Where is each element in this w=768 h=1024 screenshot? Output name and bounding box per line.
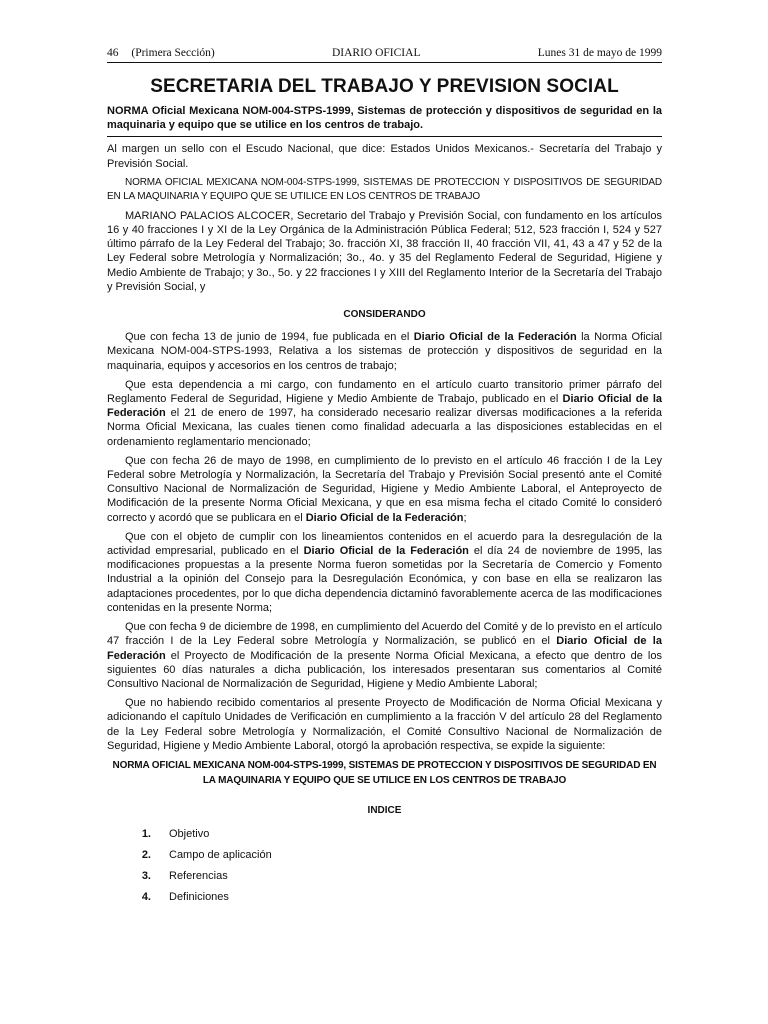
seal-paragraph: Al margen un sello con el Escudo Nacional, que dice: Estados Unidos Mexicanos.- Secretaría del Trabajo y Previsión Social. xyxy=(107,143,662,170)
norma-title: NORMA Oficial Mexicana NOM-004-STPS-1999, Sistemas de protección y dispositivos de seguridad en la maquinaria y equipo que se utilice en los centros de trabajo. xyxy=(107,104,662,137)
text-run: Que con el objeto de cumplir con los lineamientos contenidos en el acuerdo para la desregulación de la actividad empresarial, publicado en el xyxy=(107,530,662,558)
text-run: Que con fecha 9 de diciembre de 1998, en cumplimiento del Acuerdo del Comité y de lo previsto en el artículo 47 fracción I de la Ley Federal sobre Metrología y Normalización, se publicó en el xyxy=(107,621,662,648)
section-label: (Primera Sección) xyxy=(131,47,215,59)
index-item xyxy=(107,824,662,845)
text-run: la Norma Oficial Mexicana NOM-004-STPS-1993, Relativa a los sistemas de protección y dispositivos de seguridad en la maquinaria, equipos y accesorios en los centros de trabajo; xyxy=(107,331,663,372)
page-header xyxy=(107,44,662,63)
considerando-paragraph-4 xyxy=(107,530,662,615)
text-run: ; xyxy=(463,511,467,524)
index-number: 1. xyxy=(141,828,151,841)
dof-reference: Diario Oficial de la Federación xyxy=(413,331,577,344)
considerando-paragraph-6: Que no habiendo recibido comentarios al presente Proyecto de Modificación de Norma Oficial Mexicana y adicionando el capítulo Unidades de Verificación en cumplimiento a la fracción V del artículo 28 del Reglamento de la Ley Federal sobre Metrología y Normalización, el Comité Consultivo Nacional de Normalización de Seguridad, Higiene y Medio Ambiente Laboral, otorgó la aprobación respectiva, se expide la siguiente: xyxy=(107,697,662,752)
considerando-paragraph-2 xyxy=(107,378,662,449)
index-label: Referencias xyxy=(169,870,228,883)
index-number: 3. xyxy=(141,870,151,883)
text-run: Que con fecha 13 de junio de 1994, fue publicada en el xyxy=(125,331,414,344)
indice-heading: INDICE xyxy=(367,804,402,816)
publication-date: Lunes 31 de mayo de 1999 xyxy=(537,47,662,59)
considerando-paragraph-5 xyxy=(107,620,662,691)
index-number: 4. xyxy=(141,891,151,904)
index-item xyxy=(107,887,662,908)
document-page xyxy=(107,44,662,908)
index-label: Definiciones xyxy=(169,891,229,904)
dof-reference: Diario Oficial de la Federación xyxy=(305,511,464,524)
dof-reference: Diario Oficial de la Federación xyxy=(107,393,663,420)
dof-reference: Diario Oficial de la Federación xyxy=(303,545,469,558)
text-run: el día 24 de noviembre de 1995, las modificaciones propuestas a la presente Norma fueron sometidas por la Secretaría de Comercio y Fomento Industrial a la opinión del Consejo para la Desregulación Económica, y con base en ella se realizaron las adaptaciones procedentes, por lo que dicha dependencia dictaminó favorablemente acerca de las modificaciones contenidas en la presente Norma; xyxy=(107,545,663,614)
index-label: Campo de aplicación xyxy=(169,849,272,862)
header-left xyxy=(107,47,215,59)
considerando-heading: CONSIDERANDO xyxy=(343,309,426,321)
index-item xyxy=(107,866,662,887)
index-item xyxy=(107,845,662,866)
index-label: Objetivo xyxy=(169,828,210,841)
text-run: el 21 de enero de 1997, ha considerado necesario realizar diversas modificaciones a la referida Norma Oficial Mexicana, las cuales tienen como finalidad adecuarla a las disposiciones establecidas en el ordenamiento reglamentario mencionado; xyxy=(107,407,662,448)
considerando-paragraph-3 xyxy=(107,454,662,525)
index-number: 2. xyxy=(141,849,151,862)
preamble-paragraph: MARIANO PALACIOS ALCOCER, Secretario del Trabajo y Previsión Social, con fundamento en los artículos 16 y 40 fracciones I y XI de la Ley Orgánica de la Administración Pública Federal; 512, 523 fracción I, 524 y 527 último párrafo de la Ley Federal del Trabajo; 3o. fracción XI, 38 fracción II, 40 fracción VII, 41, 43 a 47 y 52 de la Ley Federal sobre Metrología y Normalización; 3o., 4o. y 35 del Reglamento Federal de Seguridad, Higiene y Medio Ambiente de Trabajo; y 3o., 5o. y 22 fracciones I y XIII del Reglamento Interior de la Secretaría del Trabajo y Previsión Social, y xyxy=(107,209,662,293)
index-list xyxy=(107,824,662,908)
norma-caps-title: NORMA OFICIAL MEXICANA NOM-004-STPS-1999, SISTEMAS DE PROTECCION Y DISPOSITIVOS DE SEGURIDAD EN LA MAQUINARIA Y EQUIPO QUE SE UTILICE EN LOS CENTROS DE TRABAJO xyxy=(107,176,662,202)
publication-name: DIARIO OFICIAL xyxy=(331,47,421,59)
norma-caps-bold-title: NORMA OFICIAL MEXICANA NOM-004-STPS-1999, SISTEMAS DE PROTECCION Y DISPOSITIVOS DE SEGURIDAD EN LA MAQUINARIA Y EQUIPO QUE SE UTILICE EN LOS CENTROS DE TRABAJO xyxy=(112,759,657,786)
page-number: 46 xyxy=(107,47,119,59)
text-run: Que con fecha 26 de mayo de 1998, en cumplimiento de lo previsto en el artículo 46 fracción I de la Ley Federal sobre Metrología y Normalización, la Secretaría del Trabajo y Previsión Social presentó ante el Comité Consultivo Nacional de Normalización de Seguridad, Higiene y Medio Ambiente Laboral, el Anteproyecto de Modificación de la presente Norma Oficial Mexicana, y que en esa misma fecha el citado Comité lo consideró correcto y acordó que se publicara en el xyxy=(107,454,662,524)
section-title: SECRETARIA DEL TRABAJO Y PREVISION SOCIAL xyxy=(150,76,619,97)
text-run: el Proyecto de Modificación de la presente Norma Oficial Mexicana, a efecto que dentro de los siguientes 60 días naturales a dicha publicación, los interesados presentaran sus comentarios al Comité Consultivo Nacional de Normalización de Seguridad, Higiene y Medio Ambiente Laboral; xyxy=(107,649,662,690)
dof-reference: Diario Oficial de la Federación xyxy=(107,635,662,662)
considerando-paragraph-1 xyxy=(107,330,662,373)
text-run: Que esta dependencia a mi cargo, con fundamento en el artículo cuarto transitorio primer párrafo del Reglamento Federal de Seguridad, Higiene y Medio Ambiente de Trabajo, publicado en el xyxy=(107,378,662,406)
